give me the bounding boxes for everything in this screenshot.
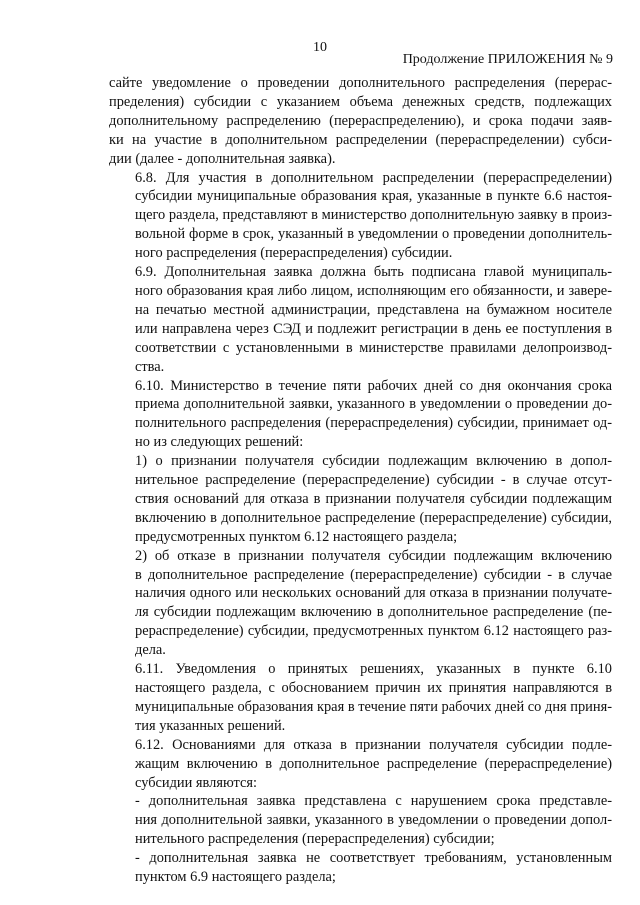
paragraph bbox=[109, 263, 612, 376]
text-line: тия указанных решений. bbox=[135, 717, 286, 734]
document-body bbox=[109, 74, 612, 887]
text-line: ного образования края либо лицом, исполняющим его обязанности, и завере- bbox=[135, 282, 612, 299]
text-line: наличия одного или нескольких оснований для отказа в признании получате- bbox=[135, 585, 612, 602]
text-line: 1) о признании получателя субсидии подлежащим включению в допол- bbox=[135, 453, 612, 470]
text-line: дела. bbox=[135, 642, 166, 659]
text-line: ства. bbox=[135, 358, 165, 375]
text-line: вольной форме в срок, указанный в уведомлении о проведении дополнитель- bbox=[135, 226, 612, 243]
text-line: настоящего раздела, с обоснованием причин их принятия направляются в bbox=[135, 680, 612, 696]
text-line: субсидии являются: bbox=[135, 774, 257, 791]
text-line: 6.9. Дополнительная заявка должна быть подписана главой муниципаль- bbox=[135, 264, 612, 281]
text-line: на печатью местной администрации, представлена на бумажном носителе bbox=[135, 301, 612, 318]
text-line: нительного распределения (перераспределения) субсидии; bbox=[135, 831, 495, 848]
text-line: рераспределение) субсидии, предусмотренных пунктом 6.12 настоящего раз- bbox=[135, 623, 612, 640]
text-line: муниципальные образования края в течение пяти рабочих дней со дня приня- bbox=[135, 698, 612, 715]
text-line: приема дополнительной заявки, указанного в уведомлении о проведении до- bbox=[135, 396, 612, 413]
text-line: включению в дополнительное распределение (перераспределение) субсидии, bbox=[135, 509, 612, 526]
text-line: ля субсидии подлежащим включению в дополнительное распределение (пе- bbox=[135, 604, 612, 621]
text-line: в дополнительное распределение (перераспределение) субсидии - в случае bbox=[135, 566, 612, 583]
paragraph bbox=[109, 547, 612, 660]
text-line: пределения) субсидии с указанием объема денежных средств, подлежащих bbox=[109, 93, 612, 110]
text-line: субсидии муниципальные образования края, указанные в пункте 6.6 настоя- bbox=[135, 188, 612, 205]
text-line: ки на участие в дополнительном распределении (перераспределении) субси- bbox=[109, 131, 612, 148]
text-line: - дополнительная заявка не соответствует требованиям, установленным bbox=[135, 850, 612, 867]
text-line: полнительного распределения (перераспределения) субсидии, принимает од- bbox=[135, 415, 612, 432]
text-line: предусмотренных пунктом 6.12 настоящего раздела; bbox=[135, 528, 458, 545]
text-line: ния дополнительной заявки, указанного в уведомлении о проведении допол- bbox=[135, 812, 612, 829]
text-line: 6.10. Министерство в течение пяти рабочих дней со дня окончания срока bbox=[135, 377, 612, 394]
text-line: 6.12. Основаниями для отказа в признании получателя субсидии подле- bbox=[135, 736, 612, 753]
text-line: но из следующих решений: bbox=[135, 434, 304, 451]
running-header: Продолжение ПРИЛОЖЕНИЯ № 9 bbox=[402, 52, 613, 67]
paragraph bbox=[109, 452, 612, 547]
text-line: сайте уведомление о проведении дополнительного распределения (перерас- bbox=[109, 75, 612, 91]
text-line: ного распределения (перераспределения) субсидии. bbox=[135, 245, 453, 262]
paragraph bbox=[109, 377, 612, 453]
text-line: жащим включению в дополнительное распределение (перераспределение) bbox=[135, 755, 612, 772]
text-line: - дополнительная заявка представлена с нарушением срока представле- bbox=[135, 793, 612, 810]
text-line: пунктом 6.9 настоящего раздела; bbox=[135, 869, 336, 886]
page-number: 10 bbox=[313, 40, 327, 55]
paragraph bbox=[109, 169, 612, 264]
text-line: 2) об отказе в признании получателя субсидии подлежащим включению bbox=[135, 547, 612, 564]
text-line: нительное распределение (перераспределение) субсидии - в случае отсут- bbox=[135, 472, 612, 489]
text-line: 6.11. Уведомления о принятых решениях, указанных в пункте 6.10 bbox=[135, 661, 612, 678]
paragraph bbox=[109, 849, 612, 887]
text-line: или направлена через СЭД и подлежит регистрации в день ее поступления в bbox=[135, 320, 612, 337]
paragraph bbox=[109, 792, 612, 849]
text-line: щего раздела, представляют в министерство дополнительную заявку в произ- bbox=[135, 207, 612, 224]
text-line: дии (далее - дополнительная заявка). bbox=[109, 150, 336, 167]
paragraph bbox=[109, 74, 612, 169]
paragraph bbox=[109, 736, 612, 793]
paragraph bbox=[109, 660, 612, 736]
text-line: дополнительному распределению (перераспределению), и срока подачи заяв- bbox=[109, 112, 612, 129]
text-line: соответствии с установленными в министерстве правилами делопроизвод- bbox=[135, 339, 612, 356]
text-line: ствия оснований для отказа в признании получателя субсидии подлежащим bbox=[135, 490, 612, 507]
text-line: 6.8. Для участия в дополнительном распределении (перераспределении) bbox=[135, 169, 612, 186]
